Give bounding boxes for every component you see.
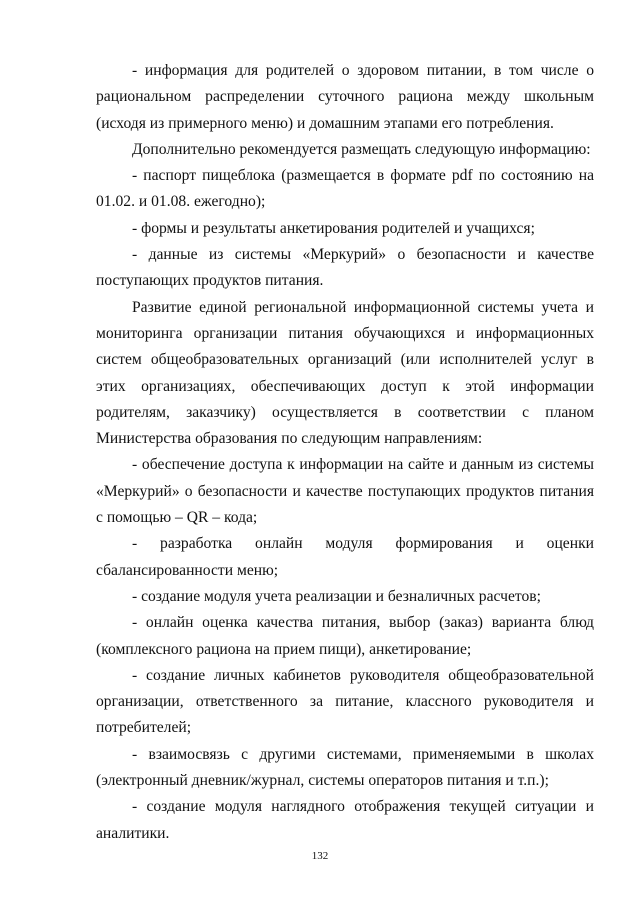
body-text — [96, 58, 594, 847]
paragraph-mercury-data: - данные из системы «Меркурий» о безопасности и качестве поступающих продуктов питания. — [96, 246, 594, 290]
paragraph-system-development: Развитие единой региональной информационной системы учета и мониторинга организации питания обучающихся и информационных систем общеобразовательных организаций (или исполнителей услуг в этих организациях, обеспечивающих доступ к этой информации родителям, заказчику) осуществляется в соответствии с планом Министерства образования по следующим направлениям: — [96, 298, 594, 448]
paragraph-survey-forms: - формы и результаты анкетирования родителей и учащихся; — [132, 219, 535, 237]
paragraph-menu-module: - разработка онлайн модуля формирования и оценки сбалансированности меню; — [96, 535, 594, 579]
page-number: 132 — [311, 850, 329, 862]
paragraph-quality-assessment: - онлайн оценка качества питания, выбор (заказ) варианта блюд (комплексного рациона на прием пищи), анкетирование; — [96, 614, 594, 658]
paragraph-kitchen-passport: - паспорт пищеблока (размещается в формате pdf по состоянию на 01.02. и 01.08. ежегодно); — [96, 167, 594, 211]
paragraph-analytics-module: - создание модуля наглядного отображения текущей ситуации и аналитики. — [96, 798, 594, 842]
paragraph-parents-info: - информация для родителей о здоровом питании, в том числе о рациональном распределении суточного рациона между школьным (исходя из примерного меню) и домашним этапами его потребления. — [96, 62, 594, 132]
paragraph-payments-module: - создание модуля учета реализации и безналичных расчетов; — [132, 587, 541, 605]
paragraph-personal-accounts: - создание личных кабинетов руководителя общеобразовательной организации, ответственного за питание, классного руководителя и потребителей; — [96, 666, 594, 737]
paragraph-integration: - взаимосвязь с другими системами, применяемыми в школах (электронный дневник/журнал, системы операторов питания и т.п.); — [96, 745, 594, 790]
paragraph-qr-access: - обеспечение доступа к информации на сайте и данным из системы «Меркурий» о безопасности и качестве поступающих продуктов питания с помощью – QR – кода; — [96, 456, 594, 527]
paragraph-additional-info: Дополнительно рекомендуется размещать следующую информацию: — [132, 140, 591, 158]
